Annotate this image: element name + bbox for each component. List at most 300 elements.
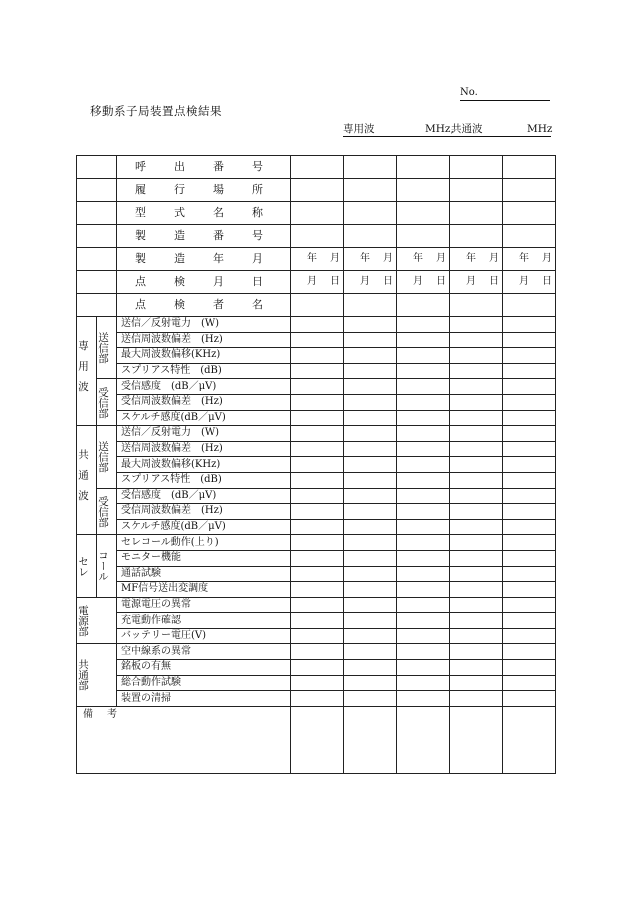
blank-cell xyxy=(77,248,117,271)
label-char: 場 xyxy=(213,183,224,196)
value-cell[interactable] xyxy=(397,394,450,410)
value-cell[interactable] xyxy=(450,179,503,202)
dedicated-wave-label: 専用波 xyxy=(343,123,375,135)
unit-label: 日 xyxy=(383,276,393,287)
row-label-chars xyxy=(135,184,263,196)
value-cell[interactable] xyxy=(344,379,397,395)
row-label xyxy=(117,179,291,202)
table-row xyxy=(77,535,556,551)
value-cell[interactable] xyxy=(397,202,450,225)
value-cell[interactable] xyxy=(450,519,503,535)
table-row xyxy=(77,394,556,410)
power-section-label-text: 電源部 xyxy=(77,604,89,637)
table-row xyxy=(77,628,556,644)
value-cell[interactable] xyxy=(450,441,503,457)
label-char: 月 xyxy=(252,252,263,265)
value-cell[interactable] xyxy=(450,379,503,395)
value-cell[interactable] xyxy=(344,519,397,535)
selcall-outer-label xyxy=(77,535,97,597)
rx-section-label xyxy=(97,488,117,535)
selcall-inner-label-text: コール xyxy=(97,550,109,582)
value-cell[interactable] xyxy=(344,441,397,457)
item-label: 送信／反射電力 (W) xyxy=(117,426,291,442)
date-unit-pair xyxy=(344,253,396,265)
table-row xyxy=(77,597,556,613)
selcall-outer-label-text: セレ xyxy=(77,555,89,577)
table-row xyxy=(77,379,556,395)
value-cell[interactable] xyxy=(344,179,397,202)
value-cell[interactable] xyxy=(344,472,397,488)
value-cell[interactable] xyxy=(291,582,344,598)
value-cell[interactable] xyxy=(503,660,556,676)
value-cell[interactable] xyxy=(450,248,503,271)
common-wave-label: 共通波 xyxy=(451,123,483,135)
item-label: 充電動作確認 xyxy=(117,613,291,629)
value-cell[interactable] xyxy=(344,317,397,333)
value-cell[interactable] xyxy=(450,691,503,707)
value-cell[interactable] xyxy=(397,348,450,364)
value-cell[interactable] xyxy=(503,156,556,179)
value-cell[interactable] xyxy=(291,691,344,707)
value-cell[interactable] xyxy=(450,535,503,551)
label-char: 式 xyxy=(174,206,185,219)
value-cell[interactable] xyxy=(291,441,344,457)
table-row xyxy=(77,348,556,364)
table-row xyxy=(77,248,556,271)
table-row xyxy=(77,488,556,504)
value-cell[interactable] xyxy=(503,706,556,773)
value-cell[interactable] xyxy=(450,426,503,442)
value-cell[interactable] xyxy=(397,613,450,629)
label-char: 検 xyxy=(174,298,185,311)
value-cell[interactable] xyxy=(291,379,344,395)
row-label-chars xyxy=(135,276,263,288)
row-label xyxy=(117,156,291,179)
unit-label: 年 xyxy=(413,253,423,264)
value-cell[interactable] xyxy=(344,394,397,410)
document-title: 移動系子局装置点検結果 xyxy=(90,104,222,118)
value-cell[interactable] xyxy=(397,582,450,598)
value-cell[interactable] xyxy=(397,248,450,271)
value-cell[interactable] xyxy=(503,202,556,225)
label-char: 点 xyxy=(135,275,146,288)
value-cell[interactable] xyxy=(291,394,344,410)
value-cell[interactable] xyxy=(397,535,450,551)
value-cell[interactable] xyxy=(344,644,397,660)
value-cell[interactable] xyxy=(291,566,344,582)
value-cell[interactable] xyxy=(291,597,344,613)
item-label: 送信周波数偏差 (Hz) xyxy=(117,332,291,348)
blank-cell xyxy=(77,271,117,294)
value-cell[interactable] xyxy=(450,457,503,473)
table-row xyxy=(77,550,556,566)
value-cell[interactable] xyxy=(291,550,344,566)
value-cell[interactable] xyxy=(344,660,397,676)
value-cell[interactable] xyxy=(291,363,344,379)
value-cell[interactable] xyxy=(450,363,503,379)
general-section-label xyxy=(77,644,117,706)
value-cell[interactable] xyxy=(450,504,503,520)
mhz-comma-label: MHz, xyxy=(425,123,454,135)
value-cell[interactable] xyxy=(503,271,556,294)
value-cell[interactable] xyxy=(291,348,344,364)
value-cell[interactable] xyxy=(503,179,556,202)
value-cell[interactable] xyxy=(397,691,450,707)
value-cell[interactable] xyxy=(397,597,450,613)
unit-label: 日 xyxy=(436,276,446,287)
value-cell[interactable] xyxy=(344,457,397,473)
value-cell[interactable] xyxy=(503,379,556,395)
value-cell[interactable] xyxy=(503,472,556,488)
value-cell[interactable] xyxy=(503,535,556,551)
date-unit-pair xyxy=(450,253,502,265)
label-char: 月 xyxy=(213,275,224,288)
value-cell[interactable] xyxy=(397,488,450,504)
general-section-label-text: 共通部 xyxy=(77,659,89,691)
table-row xyxy=(77,202,556,225)
table-row xyxy=(77,156,556,179)
table-row xyxy=(77,675,556,691)
value-cell[interactable] xyxy=(291,271,344,294)
number-label: No. xyxy=(460,87,478,98)
blank-cell xyxy=(77,156,117,179)
value-cell[interactable] xyxy=(503,675,556,691)
label-char: 出 xyxy=(174,160,185,173)
value-cell[interactable] xyxy=(450,644,503,660)
tx-section-label-text: 送信部 xyxy=(97,441,109,473)
value-cell[interactable] xyxy=(397,644,450,660)
label-char: 番 xyxy=(213,229,224,242)
frequency-line xyxy=(343,123,551,137)
tx-section-label xyxy=(97,426,117,488)
value-cell[interactable] xyxy=(503,488,556,504)
value-cell[interactable] xyxy=(291,179,344,202)
date-unit-pair xyxy=(503,276,555,288)
value-cell[interactable] xyxy=(450,488,503,504)
label-char: 者 xyxy=(213,298,224,311)
unit-label: 月 xyxy=(330,253,340,264)
value-cell[interactable] xyxy=(503,597,556,613)
item-label: 銘板の有無 xyxy=(117,660,291,676)
blank-cell xyxy=(77,179,117,202)
value-cell[interactable] xyxy=(397,156,450,179)
label-char: 番 xyxy=(213,160,224,173)
table-row xyxy=(77,504,556,520)
value-cell[interactable] xyxy=(450,394,503,410)
tx-section-label xyxy=(97,317,117,379)
value-cell[interactable] xyxy=(397,566,450,582)
table-row xyxy=(77,294,556,317)
value-cell[interactable] xyxy=(291,426,344,442)
value-cell[interactable] xyxy=(344,628,397,644)
unit-label: 月 xyxy=(413,276,423,287)
table-row xyxy=(77,566,556,582)
unit-label: 月 xyxy=(436,253,446,264)
value-cell[interactable] xyxy=(397,660,450,676)
value-cell[interactable] xyxy=(291,332,344,348)
item-label: スケルチ感度(dB／μV) xyxy=(117,519,291,535)
value-cell[interactable] xyxy=(450,348,503,364)
value-cell[interactable] xyxy=(397,504,450,520)
item-label: スプリアス特性 (dB) xyxy=(117,363,291,379)
value-cell[interactable] xyxy=(450,472,503,488)
selcall-inner-label xyxy=(97,535,117,597)
unit-label: 月 xyxy=(489,253,499,264)
table-row xyxy=(77,613,556,629)
item-label: 空中線系の異常 xyxy=(117,644,291,660)
row-label xyxy=(117,248,291,271)
value-cell[interactable] xyxy=(291,225,344,248)
value-cell[interactable] xyxy=(397,457,450,473)
table-row xyxy=(77,179,556,202)
value-cell[interactable] xyxy=(291,644,344,660)
unit-label: 日 xyxy=(489,276,499,287)
value-cell[interactable] xyxy=(503,457,556,473)
table-row xyxy=(77,582,556,598)
row-label-chars xyxy=(135,230,263,242)
row-label-chars xyxy=(135,253,263,265)
table-row xyxy=(77,691,556,707)
rx-section-label-text: 受信部 xyxy=(97,495,109,528)
value-cell[interactable] xyxy=(450,202,503,225)
value-cell[interactable] xyxy=(450,271,503,294)
common-wave-label-text: 共通波 xyxy=(77,449,89,511)
value-cell[interactable] xyxy=(344,550,397,566)
value-cell[interactable] xyxy=(450,156,503,179)
value-cell[interactable] xyxy=(291,294,344,317)
row-label-chars xyxy=(135,299,263,311)
value-cell[interactable] xyxy=(344,348,397,364)
value-cell[interactable] xyxy=(344,225,397,248)
value-cell[interactable] xyxy=(344,410,397,426)
table-row xyxy=(77,225,556,248)
value-cell[interactable] xyxy=(291,613,344,629)
unit-label: 月 xyxy=(542,253,552,264)
rx-section-label-text: 受信部 xyxy=(97,386,109,419)
value-cell[interactable] xyxy=(503,504,556,520)
value-cell[interactable] xyxy=(503,225,556,248)
value-cell[interactable] xyxy=(291,202,344,225)
value-cell[interactable] xyxy=(503,394,556,410)
value-cell[interactable] xyxy=(291,628,344,644)
label-char: 称 xyxy=(252,206,263,219)
item-label: 最大周波数偏移(KHz) xyxy=(117,457,291,473)
value-cell[interactable] xyxy=(450,317,503,333)
value-cell[interactable] xyxy=(291,660,344,676)
remarks-label: 備考 xyxy=(77,706,291,773)
date-unit-pair xyxy=(503,253,555,265)
label-char: 行 xyxy=(174,183,185,196)
label-char: 製 xyxy=(135,252,146,265)
value-cell[interactable] xyxy=(344,332,397,348)
value-cell[interactable] xyxy=(450,332,503,348)
number-field[interactable] xyxy=(460,87,550,101)
value-cell[interactable] xyxy=(503,332,556,348)
value-cell[interactable] xyxy=(291,457,344,473)
value-cell[interactable] xyxy=(344,363,397,379)
value-cell[interactable] xyxy=(291,504,344,520)
value-cell[interactable] xyxy=(397,426,450,442)
unit-label: 月 xyxy=(519,276,529,287)
value-cell[interactable] xyxy=(397,225,450,248)
value-cell[interactable] xyxy=(397,332,450,348)
row-label-chars xyxy=(135,207,263,219)
label-char: 検 xyxy=(174,275,185,288)
value-cell[interactable] xyxy=(503,613,556,629)
value-cell[interactable] xyxy=(344,535,397,551)
dedicated-wave-label-text: 専用波 xyxy=(77,340,89,402)
label-char: 造 xyxy=(174,229,185,242)
item-label: スプリアス特性 (dB) xyxy=(117,472,291,488)
item-label: MF信号送出変調度 xyxy=(117,582,291,598)
value-cell[interactable] xyxy=(503,644,556,660)
tx-section-label-text: 送信部 xyxy=(97,331,109,364)
table-row xyxy=(77,441,556,457)
value-cell[interactable] xyxy=(450,566,503,582)
date-unit-pair xyxy=(397,253,449,265)
value-cell[interactable] xyxy=(397,472,450,488)
value-cell[interactable] xyxy=(503,582,556,598)
table-row xyxy=(77,644,556,660)
value-cell[interactable] xyxy=(397,271,450,294)
value-cell[interactable] xyxy=(397,675,450,691)
table-row xyxy=(77,457,556,473)
value-cell[interactable] xyxy=(344,202,397,225)
dedicated-wave-label xyxy=(77,317,97,426)
value-cell[interactable] xyxy=(344,294,397,317)
value-cell[interactable] xyxy=(397,179,450,202)
value-cell[interactable] xyxy=(397,441,450,457)
unit-label: 年 xyxy=(519,253,529,264)
blank-cell xyxy=(77,225,117,248)
value-cell[interactable] xyxy=(397,363,450,379)
label-char: 名 xyxy=(213,206,224,219)
blank-cell xyxy=(77,202,117,225)
value-cell[interactable] xyxy=(450,294,503,317)
value-cell[interactable] xyxy=(450,410,503,426)
table-row xyxy=(77,271,556,294)
value-cell[interactable] xyxy=(503,426,556,442)
value-cell[interactable] xyxy=(397,317,450,333)
value-cell[interactable] xyxy=(291,472,344,488)
value-cell[interactable] xyxy=(503,519,556,535)
label-char: 号 xyxy=(252,160,263,173)
table-row xyxy=(77,317,556,333)
mhz-label: MHz xyxy=(527,123,553,135)
value-cell[interactable] xyxy=(291,488,344,504)
value-cell[interactable] xyxy=(291,410,344,426)
value-cell[interactable] xyxy=(344,504,397,520)
value-cell[interactable] xyxy=(450,550,503,566)
value-cell[interactable] xyxy=(291,519,344,535)
value-cell[interactable] xyxy=(503,691,556,707)
value-cell[interactable] xyxy=(503,628,556,644)
unit-label: 日 xyxy=(542,276,552,287)
value-cell[interactable] xyxy=(503,294,556,317)
value-cell[interactable] xyxy=(344,426,397,442)
item-label: スケルチ感度(dB／μV) xyxy=(117,410,291,426)
value-cell[interactable] xyxy=(450,706,503,773)
value-cell[interactable] xyxy=(344,248,397,271)
label-char: 呼 xyxy=(135,160,146,173)
value-cell[interactable] xyxy=(503,550,556,566)
label-char: 型 xyxy=(135,206,146,219)
date-unit-pair xyxy=(450,276,502,288)
value-cell[interactable] xyxy=(397,379,450,395)
table-row xyxy=(77,363,556,379)
item-label: 電源電圧の異常 xyxy=(117,597,291,613)
value-cell[interactable] xyxy=(397,706,450,773)
value-cell[interactable] xyxy=(291,248,344,271)
value-cell[interactable] xyxy=(344,675,397,691)
item-label: 受信周波数偏差 (Hz) xyxy=(117,394,291,410)
value-cell[interactable] xyxy=(397,410,450,426)
value-cell[interactable] xyxy=(344,706,397,773)
unit-label: 月 xyxy=(307,276,317,287)
table-row xyxy=(77,660,556,676)
value-cell[interactable] xyxy=(344,597,397,613)
value-cell[interactable] xyxy=(503,410,556,426)
value-cell[interactable] xyxy=(344,582,397,598)
value-cell[interactable] xyxy=(344,566,397,582)
value-cell[interactable] xyxy=(450,660,503,676)
value-cell[interactable] xyxy=(503,363,556,379)
item-label: 受信感度 (dB／μV) xyxy=(117,379,291,395)
value-cell[interactable] xyxy=(503,566,556,582)
value-cell[interactable] xyxy=(450,597,503,613)
value-cell[interactable] xyxy=(397,628,450,644)
value-cell[interactable] xyxy=(291,535,344,551)
value-cell[interactable] xyxy=(503,317,556,333)
value-cell[interactable] xyxy=(344,613,397,629)
table-row xyxy=(77,426,556,442)
row-label xyxy=(117,294,291,317)
value-cell[interactable] xyxy=(291,156,344,179)
value-cell[interactable] xyxy=(291,706,344,773)
value-cell[interactable] xyxy=(344,271,397,294)
date-unit-pair xyxy=(397,276,449,288)
value-cell[interactable] xyxy=(503,248,556,271)
label-char: 名 xyxy=(252,298,263,311)
value-cell[interactable] xyxy=(450,613,503,629)
value-cell[interactable] xyxy=(397,294,450,317)
date-unit-pair xyxy=(344,276,396,288)
value-cell[interactable] xyxy=(344,488,397,504)
value-cell[interactable] xyxy=(291,675,344,691)
date-unit-pair xyxy=(291,276,343,288)
value-cell[interactable] xyxy=(291,317,344,333)
blank-cell xyxy=(77,294,117,317)
rx-section-label xyxy=(97,379,117,426)
value-cell[interactable] xyxy=(344,691,397,707)
value-cell[interactable] xyxy=(450,675,503,691)
value-cell[interactable] xyxy=(397,519,450,535)
row-label xyxy=(117,202,291,225)
row-label xyxy=(117,271,291,294)
item-label: 受信感度 (dB／μV) xyxy=(117,488,291,504)
label-char: 造 xyxy=(174,252,185,265)
value-cell[interactable] xyxy=(450,582,503,598)
value-cell[interactable] xyxy=(450,225,503,248)
item-label: 送信周波数偏差 (Hz) xyxy=(117,441,291,457)
value-cell[interactable] xyxy=(450,628,503,644)
value-cell[interactable] xyxy=(503,348,556,364)
inspection-table xyxy=(76,155,556,774)
label-char: 製 xyxy=(135,229,146,242)
value-cell[interactable] xyxy=(344,156,397,179)
value-cell[interactable] xyxy=(503,441,556,457)
value-cell[interactable] xyxy=(397,550,450,566)
